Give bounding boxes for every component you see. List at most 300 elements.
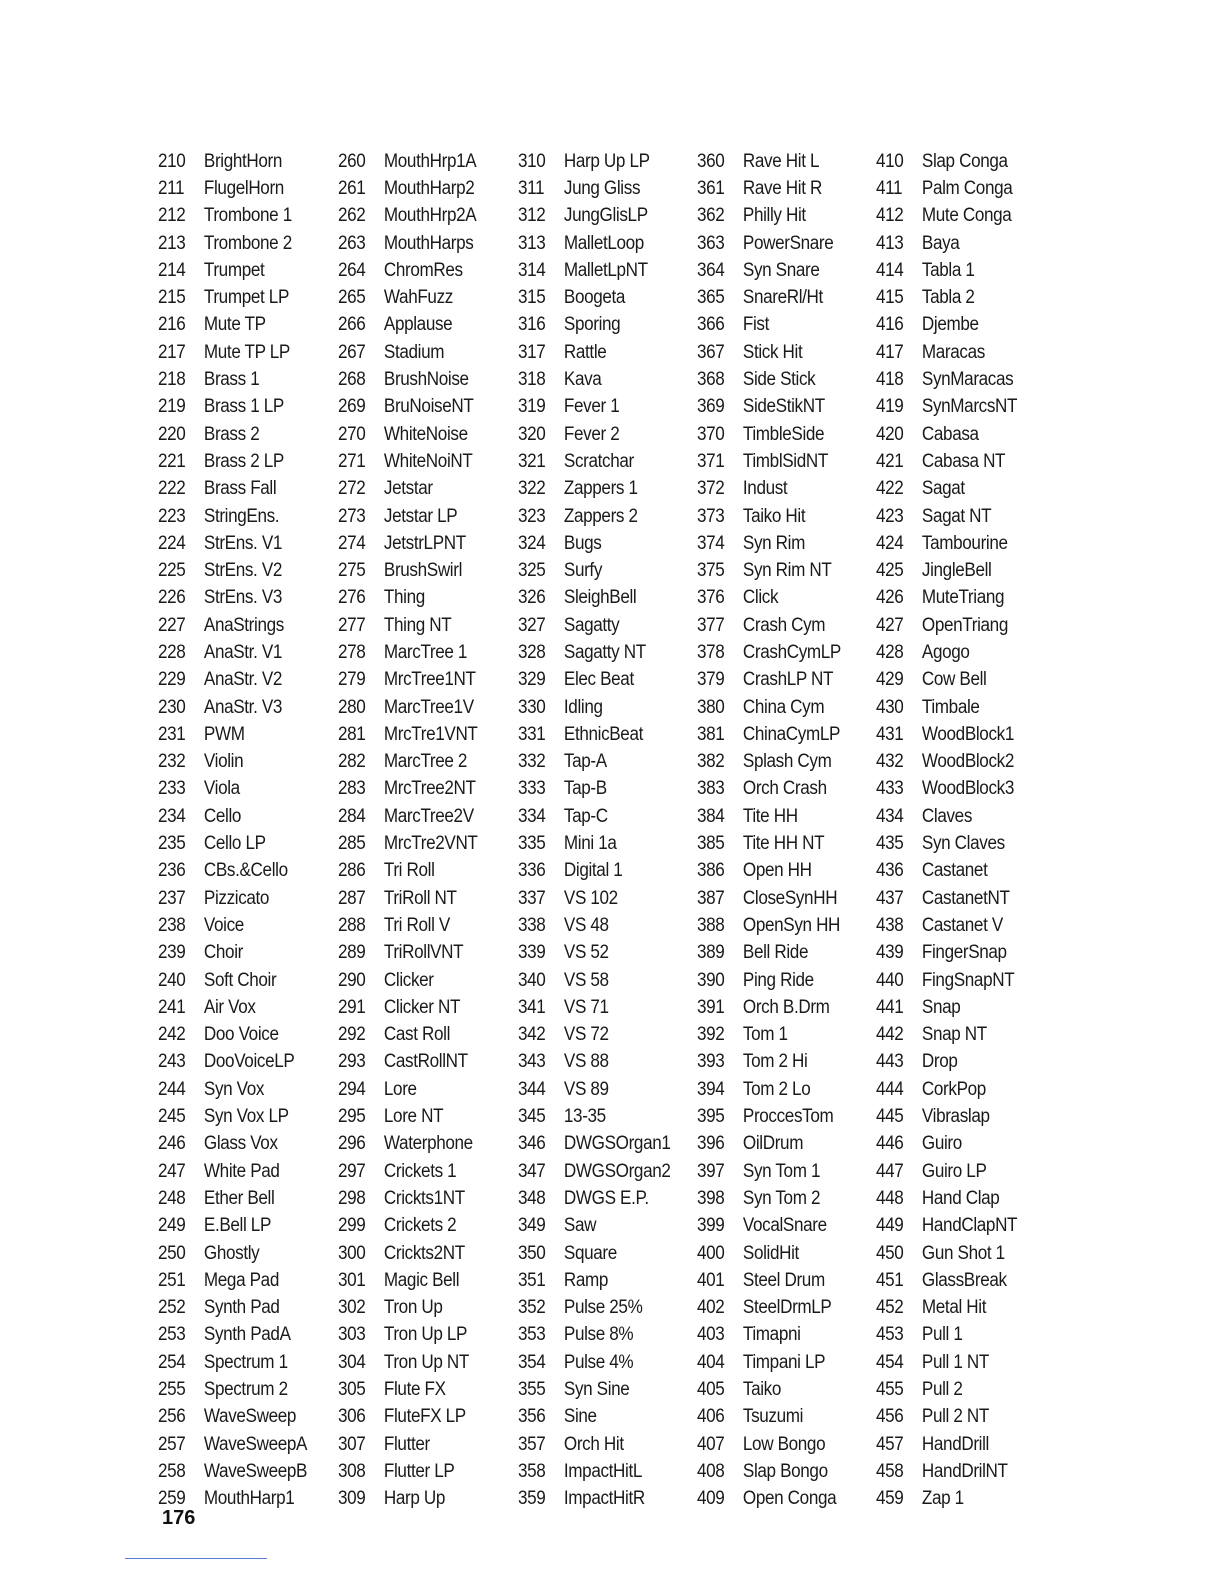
list-item [876,366,1017,393]
list-item [518,912,671,939]
sound-number: 255 [158,1379,186,1400]
list-item [518,612,671,639]
list-item [158,230,307,257]
list-item [518,1486,671,1513]
sound-number: 292 [338,1024,366,1046]
sound-number: 281 [338,723,366,745]
list-item [876,612,1017,639]
list-item [158,1049,307,1076]
list-item [697,148,841,175]
sound-name: Surfy [563,560,603,582]
sound-name: Slap Conga [921,150,1008,172]
list-item [518,721,671,748]
list-item [518,1322,671,1349]
list-item [338,830,478,857]
sound-name: Mega Pad [203,1269,279,1291]
sound-number: 323 [518,505,546,527]
sound-number: 212 [158,205,186,227]
sound-name: WhiteNoise [383,423,468,445]
sound-name: Orch Hit [563,1433,624,1455]
list-item [338,175,478,202]
sound-name: Sagatty NT [563,641,646,663]
list-item [338,940,478,967]
sound-name: GlassBreak [921,1269,1007,1291]
sound-number: 223 [158,505,186,527]
sound-number: 288 [338,914,366,936]
sound-number: 368 [697,369,725,391]
sound-name: MouthHarps [383,232,474,254]
sound-number: 432 [876,751,904,773]
sound-number: 302 [338,1297,366,1319]
list-item [158,1076,307,1103]
sound-number: 423 [876,505,904,527]
sound-name: Idling [563,696,603,718]
sound-name: VS 52 [563,942,609,964]
sound-number: 235 [158,833,186,855]
sound-name: Timpani LP [742,1351,826,1373]
sound-name: CastRollNT [383,1051,468,1073]
list-item [518,667,671,694]
list-item [876,476,1017,503]
sound-number: 395 [697,1106,725,1128]
sound-name: MalletLpNT [563,259,648,281]
sound-name: Brass 1 [203,369,260,391]
sound-number: 258 [158,1460,186,1482]
list-item [876,885,1017,912]
sound-name: AnaStrings [203,614,284,636]
sound-name: Taiko Hit [742,505,806,527]
sound-name: OpenTriang [921,614,1008,636]
list-item [697,421,841,448]
sound-name: Zap 1 [921,1488,964,1510]
sound-name: SnareRl/Ht [742,287,823,309]
list-item [876,530,1017,557]
page-number: 176 [162,1507,196,1529]
sound-number: 275 [338,560,366,582]
list-item [697,749,841,776]
list-item [518,530,671,557]
list-item [158,803,307,830]
sound-name: Cello [203,805,242,827]
list-item [338,858,478,885]
sound-number: 271 [338,450,366,472]
sound-number: 310 [518,150,546,172]
sound-name: Tabla 2 [921,287,975,309]
sound-number: 390 [697,969,725,991]
sound-number: 347 [518,1160,546,1182]
list-item [338,1103,478,1130]
sound-name: Synth PadA [203,1324,291,1346]
sound-name: Splash Cym [742,751,832,773]
sound-name: Tite HH [742,805,798,827]
sound-name: PowerSnare [742,232,834,254]
sound-name: Pulse 8% [563,1324,634,1346]
list-item [697,312,841,339]
list-item [697,1240,841,1267]
list-item [518,476,671,503]
list-item [518,257,671,284]
sound-name: Syn Rim [742,532,805,554]
sound-name: TriRoll NT [383,887,457,909]
sound-number: 459 [876,1488,904,1510]
sound-number: 229 [158,669,186,691]
sound-name: Viola [203,778,240,800]
sound-number: 359 [518,1488,546,1510]
sound-number: 269 [338,396,366,418]
sound-name: Pull 1 [921,1324,963,1346]
sound-number: 446 [876,1133,904,1155]
sound-name: CBs.&Cello [203,860,288,882]
sound-number: 388 [697,914,725,936]
sound-name: Orch Crash [742,778,827,800]
sound-name: MarcTree2V [383,805,474,827]
sound-number: 426 [876,587,904,609]
list-item [338,1076,478,1103]
sound-number: 217 [158,341,186,363]
list-item [876,284,1017,311]
sound-name: MarcTree 2 [383,751,468,773]
list-item [518,557,671,584]
sound-number: 339 [518,942,546,964]
list-item [518,885,671,912]
list-item [338,721,478,748]
sound-number: 327 [518,614,546,636]
list-item [876,749,1017,776]
sound-number: 410 [876,150,904,172]
sound-name: Brass 2 [203,423,260,445]
list-item [158,1267,307,1294]
sound-name: JungGlisLP [563,205,648,227]
sound-number: 353 [518,1324,546,1346]
sound-name: Side Stick [742,369,816,391]
sound-name: BruNoiseNT [383,396,474,418]
list-item [876,967,1017,994]
sound-number: 355 [518,1379,546,1400]
sound-number: 291 [338,996,366,1018]
list-item [876,1349,1017,1376]
list-item [876,1486,1017,1513]
sound-name: MrcTre1VNT [383,723,478,745]
sound-name: SolidHit [742,1242,799,1264]
list-item [338,912,478,939]
list-item [697,940,841,967]
list-item [338,967,478,994]
sound-number: 244 [158,1078,186,1100]
sound-number: 328 [518,641,546,663]
list-item [876,1185,1017,1212]
sound-name: MouthHarp2 [383,177,475,199]
sound-number: 218 [158,369,186,391]
list-item [338,312,478,339]
sound-number: 230 [158,696,186,718]
sound-number: 289 [338,942,366,964]
list-item [518,776,671,803]
sound-name: Brass 2 LP [203,450,284,472]
list-item [876,421,1017,448]
sound-name: Syn Tom 1 [742,1160,821,1182]
list-item [876,694,1017,721]
sound-number: 250 [158,1242,186,1264]
list-item [338,1022,478,1049]
sound-name: Open HH [742,860,812,882]
sound-name: VS 102 [563,887,618,909]
sound-number: 402 [697,1297,725,1319]
sound-number: 372 [697,478,725,500]
sound-number: 369 [697,396,725,418]
sound-number: 300 [338,1242,366,1264]
list-item [697,476,841,503]
list-item [518,1431,671,1458]
sound-name: SteelDrmLP [742,1297,832,1319]
list-item [697,1131,841,1158]
list-item [697,1486,841,1513]
sound-name: SideStikNT [742,396,825,418]
list-item [876,557,1017,584]
list-item [158,1294,307,1321]
sound-name: Spectrum 1 [203,1351,288,1373]
sound-number: 352 [518,1297,546,1319]
sound-number: 363 [697,232,725,254]
sound-name: MalletLoop [563,232,644,254]
sound-name: WaveSweepB [203,1460,308,1482]
list-item [697,1022,841,1049]
sound-name: Bell Ride [742,942,809,964]
sound-name: SynMarcsNT [921,396,1018,418]
sound-number: 220 [158,423,186,445]
sound-name: Crickets 1 [383,1160,457,1182]
sound-number: 377 [697,614,725,636]
sound-name: Synth Pad [203,1297,280,1319]
list-item [338,1185,478,1212]
sound-name: Syn Tom 2 [742,1187,821,1209]
sound-number: 314 [518,259,546,281]
sound-name: Stick Hit [742,341,803,363]
sound-name: Cabasa NT [921,450,1006,472]
list-item [518,1131,671,1158]
sound-number: 298 [338,1187,366,1209]
sound-list-column-2 [338,148,493,1513]
list-item [338,1376,478,1403]
list-item [876,312,1017,339]
sound-number: 274 [338,532,366,554]
list-item [876,1294,1017,1321]
sound-number: 337 [518,887,546,909]
sound-name: Magic Bell [383,1269,460,1291]
list-item [697,503,841,530]
sound-number: 264 [338,259,366,281]
list-item [338,530,478,557]
sound-name: Mute TP LP [203,341,290,363]
sound-number: 445 [876,1106,904,1128]
sound-number: 360 [697,150,725,172]
sound-number: 420 [876,423,904,445]
sound-number: 452 [876,1297,904,1319]
sound-name: Timbale [921,696,980,718]
sound-name: Clicker NT [383,996,461,1018]
sound-name: DWGSOrgan1 [563,1133,671,1155]
sound-name: AnaStr. V1 [203,641,283,663]
list-item [876,1458,1017,1485]
list-item [338,803,478,830]
sound-name: Mute TP [203,314,266,336]
sound-number: 436 [876,860,904,882]
sound-name: Agogo [921,641,970,663]
sound-name: Castanet [921,860,988,882]
sound-number: 428 [876,641,904,663]
sound-name: Ping Ride [742,969,814,991]
list-item [518,1049,671,1076]
list-item [697,284,841,311]
sound-number: 424 [876,532,904,554]
sound-number: 413 [876,232,904,254]
sound-name: Rave Hit R [742,177,822,199]
sound-name: ImpactHitL [563,1460,643,1482]
list-item [876,667,1017,694]
sound-number: 226 [158,587,186,609]
list-item [158,721,307,748]
list-item [158,585,307,612]
sound-number: 233 [158,778,186,800]
sound-name: Syn Rim NT [742,560,832,582]
sound-number: 273 [338,505,366,527]
list-item [338,585,478,612]
sound-number: 267 [338,341,366,363]
sound-name: Low Bongo [742,1433,826,1455]
sound-name: ProccesTom [742,1106,834,1128]
sound-name: TriRollVNT [383,942,464,964]
sound-name: WoodBlock1 [921,723,1014,745]
sound-number: 408 [697,1460,725,1482]
sound-name: Metal Hit [921,1297,987,1319]
sound-number: 332 [518,751,546,773]
sound-number: 242 [158,1024,186,1046]
list-item [158,885,307,912]
sound-number: 392 [697,1024,725,1046]
list-item [697,530,841,557]
sound-name: Rattle [563,341,607,363]
sound-name: Brass 1 LP [203,396,284,418]
sound-number: 252 [158,1297,186,1319]
sound-number: 361 [697,177,725,199]
list-item [338,885,478,912]
list-item [697,1294,841,1321]
list-item [876,230,1017,257]
sound-number: 232 [158,751,186,773]
sound-name: ImpactHitR [563,1488,645,1510]
list-item [158,967,307,994]
sound-name: Guiro LP [921,1160,987,1182]
sound-list-column-1 [158,148,324,1513]
sound-number: 297 [338,1160,366,1182]
list-item [338,694,478,721]
sound-name: 13-35 [563,1106,606,1128]
list-item [518,366,671,393]
sound-number: 401 [697,1269,725,1291]
list-item [158,858,307,885]
sound-number: 357 [518,1433,546,1455]
sound-number: 404 [697,1351,725,1373]
sound-name: Steel Drum [742,1269,825,1291]
sound-number: 253 [158,1324,186,1346]
sound-number: 429 [876,669,904,691]
sound-number: 286 [338,860,366,882]
sound-name: Fist [742,314,770,336]
sound-number: 419 [876,396,904,418]
sound-name: Spectrum 2 [203,1379,288,1400]
sound-name: Tom 1 [742,1024,788,1046]
sound-number: 280 [338,696,366,718]
sound-number: 350 [518,1242,546,1264]
sound-name: TimblSidNT [742,450,828,472]
sound-name: Flutter [383,1433,430,1455]
sound-name: StrEns. V2 [203,560,283,582]
sound-number: 443 [876,1051,904,1073]
sound-name: Pull 2 [921,1379,963,1400]
list-item [876,585,1017,612]
sound-number: 278 [338,641,366,663]
sound-number: 257 [158,1433,186,1455]
sound-number: 303 [338,1324,366,1346]
list-item [876,639,1017,666]
list-item [338,394,478,421]
list-item [876,940,1017,967]
sound-number: 384 [697,805,725,827]
sound-number: 348 [518,1187,546,1209]
sound-number: 318 [518,369,546,391]
sound-number: 295 [338,1106,366,1128]
list-item [158,257,307,284]
sound-number: 330 [518,696,546,718]
sound-name: Crickts1NT [383,1187,465,1209]
sound-number: 440 [876,969,904,991]
list-item [518,1103,671,1130]
sound-name: Brass Fall [203,478,277,500]
sound-name: Sagat [921,478,965,500]
sound-number: 284 [338,805,366,827]
sound-name: Air Vox [203,996,256,1018]
sound-number: 442 [876,1024,904,1046]
sound-name: Maracas [921,341,985,363]
list-item [697,1431,841,1458]
sound-name: Mini 1a [563,833,617,855]
sound-number: 309 [338,1488,366,1510]
sound-name: Applause [383,314,453,336]
list-item [697,557,841,584]
sound-number: 433 [876,778,904,800]
sound-name: Pull 2 NT [921,1406,989,1428]
sound-name: Trumpet [203,259,265,281]
list-item [876,1103,1017,1130]
list-item [518,830,671,857]
sound-number: 457 [876,1433,904,1455]
sound-number: 331 [518,723,546,745]
sound-number: 444 [876,1078,904,1100]
sound-name: Pull 1 NT [921,1351,989,1373]
list-item [158,1185,307,1212]
list-item [697,230,841,257]
list-item [876,257,1017,284]
sound-name: Snap [921,996,961,1018]
sound-number: 437 [876,887,904,909]
sound-number: 438 [876,914,904,936]
sound-number: 375 [697,560,725,582]
sound-number: 321 [518,450,546,472]
sound-name: VS 89 [563,1078,609,1100]
list-item [158,1431,307,1458]
sound-number: 422 [876,478,904,500]
sound-number: 236 [158,860,186,882]
sound-name: Bugs [563,532,602,554]
